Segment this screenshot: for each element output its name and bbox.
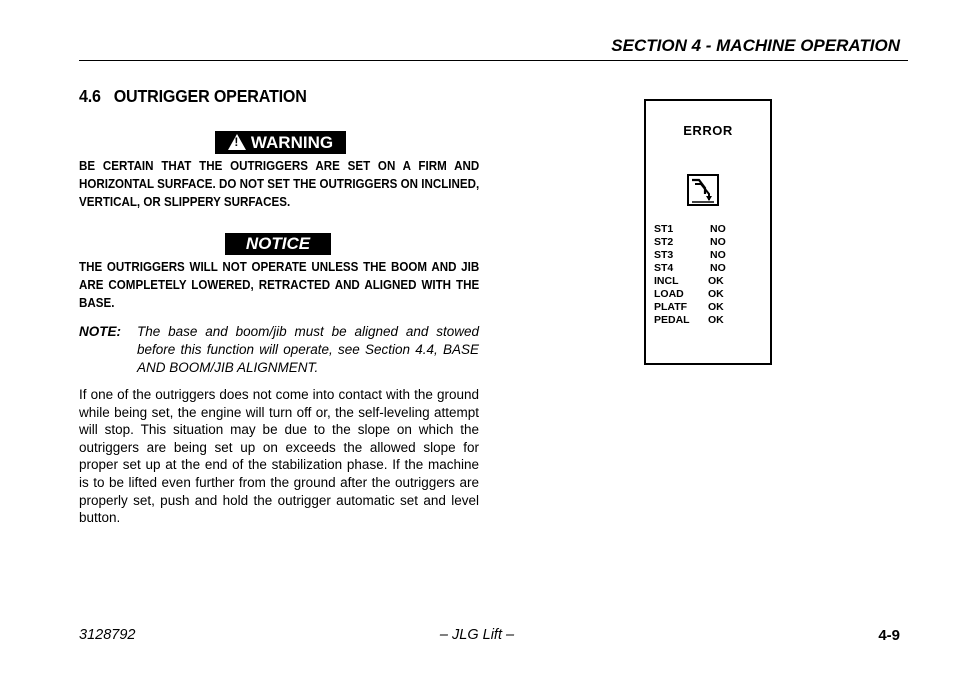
warning-triangle-icon <box>228 134 246 150</box>
status-row <box>654 236 744 249</box>
note-label: NOTE: <box>79 324 121 339</box>
section-title: OUTRIGGER OPERATION <box>113 86 307 106</box>
status-row <box>654 223 744 236</box>
status-key: ST3 <box>654 249 674 261</box>
warning-text: BE CERTAIN THAT THE OUTRIGGERS ARE SET ON A FIRM AND HORIZONTAL SURFACE. DO NOT SET THE OUTRIGGERS ON INCLINED, VERTICAL, OR SLIPPERY SURFACES. <box>79 159 480 209</box>
status-value: OK <box>708 301 724 313</box>
status-list <box>654 223 744 327</box>
page-number: 4-9 <box>878 627 900 644</box>
status-row <box>654 262 744 275</box>
status-key: ST1 <box>654 223 674 235</box>
notice-label: NOTICE <box>245 234 311 253</box>
status-value: NO <box>710 223 726 235</box>
status-row <box>654 301 744 314</box>
status-row <box>654 314 744 327</box>
status-key: PLATF <box>654 301 688 313</box>
header-divider <box>79 60 908 61</box>
status-value: OK <box>708 314 724 326</box>
panel-title: ERROR <box>683 123 733 138</box>
document-number: 3128792 <box>79 627 136 643</box>
status-key: LOAD <box>654 288 684 300</box>
status-row <box>654 249 744 262</box>
notice-banner <box>225 233 331 255</box>
publisher-name: – JLG Lift – <box>439 627 515 643</box>
status-value: OK <box>708 275 724 287</box>
status-value: NO <box>710 236 726 248</box>
status-row <box>654 275 744 288</box>
notice-text: THE OUTRIGGERS WILL NOT OPERATE UNLESS THE BOOM AND JIB ARE COMPLETELY LOWERED, RETRACTED AND ALIGNED WITH THE BASE. <box>79 260 480 310</box>
section-number: 4.6 <box>79 86 101 106</box>
outrigger-icon <box>687 174 719 206</box>
status-row <box>654 288 744 301</box>
status-key: PEDAL <box>654 314 690 326</box>
status-value: NO <box>710 249 726 261</box>
note-text: The base and boom/jib must be aligned and stowed before this function will operate, see Section 4.4, BASE AND BOOM/JIB ALIGNMENT. <box>137 324 479 375</box>
status-value: OK <box>708 288 724 300</box>
status-key: INCL <box>654 275 679 287</box>
display-panel <box>644 99 772 365</box>
warning-label: WARNING <box>250 133 334 152</box>
status-value: NO <box>710 262 726 274</box>
section-heading <box>79 86 307 107</box>
section-header: SECTION 4 - MACHINE OPERATION <box>611 36 900 55</box>
status-key: ST4 <box>654 262 674 274</box>
warning-banner <box>215 131 346 154</box>
note-block <box>79 323 479 377</box>
body-paragraph: If one of the outriggers does not come into contact with the ground while being set, the engine will turn off or, the self-leveling attempt will stop. This situation may be due to the slope on which the outriggers are being set up on exceeds the allowed slope for proper set up at the end of the stabilization phase. If the machine is to be lifted even further from the ground after the outriggers are properly set, push and hold the outrigger automatic set and level button. <box>79 387 479 526</box>
status-key: ST2 <box>654 236 674 248</box>
